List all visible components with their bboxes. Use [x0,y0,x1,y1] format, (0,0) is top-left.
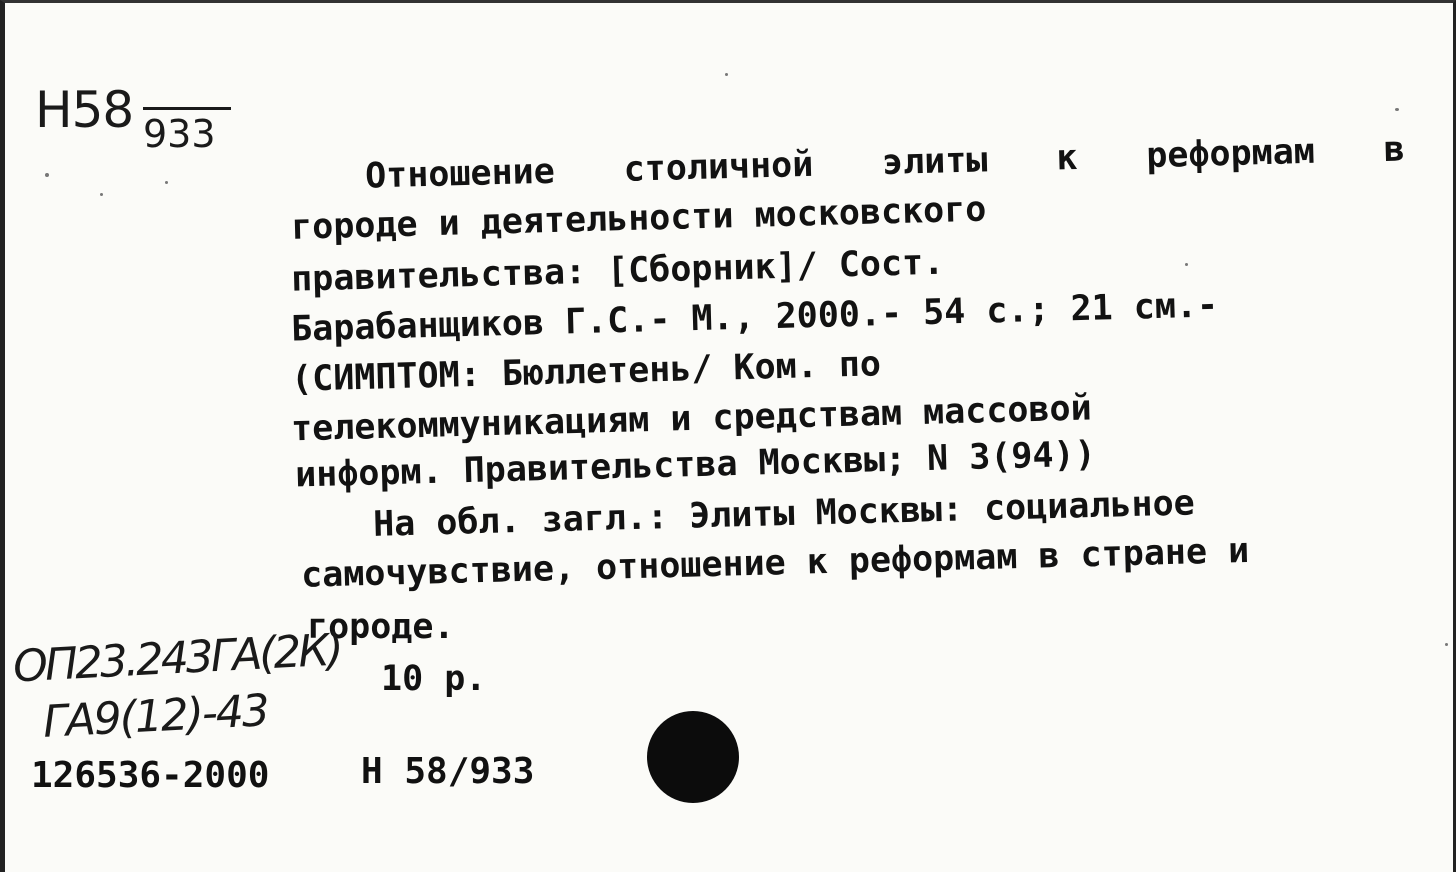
record-line-text: правительства: [Сборник]/ Сост. [290,242,945,300]
record-word: к [1055,137,1078,179]
record-line-text: городе. [307,607,455,647]
record-word: Отношение [364,151,556,197]
record-line-text: городе и деятельности московского [290,189,987,248]
record-line-text: самочувствие, отношение к реформам в стране и [300,530,1250,596]
registration-number: 126536-2000 [31,755,270,796]
record-line-text: Барабанщиков Г.С.- М., 2000.- 54 с.; 21 см.- [290,285,1219,350]
price [381,659,541,699]
shelfmark-main: H58 [35,81,134,139]
record-word: реформам [1145,131,1316,177]
scan-speck [1185,263,1188,266]
handwritten-classification-code: ГА9(12)-43 [41,685,269,748]
shelfmark-sub: 933 [143,107,231,156]
punch-hole [647,711,739,803]
scan-speck [45,173,49,177]
handwritten-classification-code: ОП23.243ГА(2К) [11,624,342,693]
record-line-text: (СИМПТОМ: Бюллетень/ Ком. по [290,344,882,400]
scan-speck [1445,643,1448,646]
scan-speck [165,181,168,184]
price-text: 10 р. [381,659,487,699]
shelf-signature: Н 58/933 [361,751,535,792]
record-word: столичной [623,144,814,190]
scan-speck [725,73,728,76]
record-word: элиты [881,140,988,184]
scan-speck [100,193,103,196]
record-word: в [1383,129,1406,170]
record-line-text: На обл. загл.: Элиты Москвы: социальное [372,483,1196,545]
record-line-text: телекоммуникациям и средствам массовой [290,388,1093,450]
scan-speck [1395,108,1399,111]
record-line-text: информ. Правительства Москвы; N 3(94)) [294,434,1097,496]
